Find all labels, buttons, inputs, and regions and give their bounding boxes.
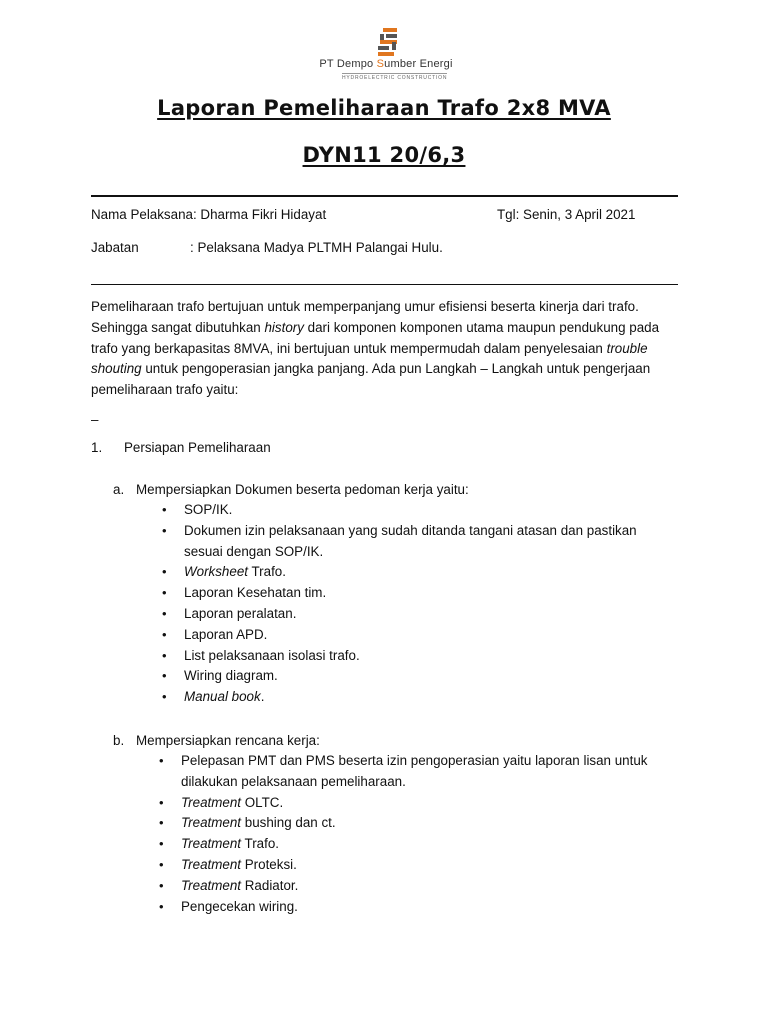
list-item: • Laporan APD. (162, 626, 268, 642)
document-list (162, 500, 664, 708)
position-label: Jabatan (91, 240, 139, 255)
list-item: • Treatment Trafo. (159, 836, 279, 852)
subsection-b-marker: b. (113, 733, 125, 748)
section-title: Persiapan Pemeliharaan (124, 440, 271, 455)
list-item: • Treatment OLTC. (159, 794, 284, 810)
list-item: • Laporan Kesehatan tim. (162, 585, 327, 601)
company-subtitle: HYDROELECTRIC CONSTRUCTION (342, 75, 448, 81)
list-item: • List pelaksanaan isolasi trafo. (162, 647, 360, 663)
list-item: • Pelepasan PMT dan PMS beserta izin pengoperasian yaitu laporan lisan untuk dilakukan pelaksanaan pemeliharaan. (159, 753, 648, 789)
subsection-a-title: Mempersiapkan Dokumen beserta pedoman kerja yaitu: (136, 482, 469, 497)
list-item: • Dokumen izin pelaksanaan yang sudah ditanda tangani atasan dan pastikan sesuai dengan SOP/IK. (162, 522, 637, 559)
list-item: • Pengecekan wiring. (159, 898, 298, 914)
list-item: • Worksheet Trafo. (162, 564, 286, 580)
company-logo-mark (375, 28, 401, 56)
company-name: PT Dempo Sumber Energi (319, 58, 453, 70)
subsection-b-title: Mempersiapkan rencana kerja: (136, 733, 320, 748)
list-item: • Treatment Proteksi. (159, 856, 297, 872)
list-item: • Laporan peralatan. (162, 605, 297, 621)
dash-mark: – (91, 412, 99, 427)
report-title: Laporan Pemeliharaan Trafo 2x8 MVA (157, 96, 611, 120)
company-logo (300, 28, 470, 84)
list-item: • Treatment Radiator. (159, 877, 299, 893)
section-number: 1. (91, 440, 103, 455)
position-value: : Pelaksana Madya PLTMH Palangai Hulu. (190, 240, 443, 255)
report-subtitle: DYN11 20/6,3 (302, 143, 466, 167)
list-item: • Treatment bushing dan ct. (159, 815, 336, 831)
list-item: • SOP/IK. (162, 502, 233, 517)
report-date: Tgl: Senin, 3 April 2021 (497, 207, 636, 222)
intro-paragraph: Pemeliharaan trafo bertujuan untuk memperpanjang umur efisiensi beserta kinerja dari trafo. Sehingga sangat dibutuhkan history dari komponen komponen utama maupun pendukung pada trafo yang berkapasitas 8MVA, ini bertujuan untuk mempermudah dalam penyelesaian trouble shouting untuk pengoperasian jangka panjang. Ada pun Langkah – Langkah untuk pengerjaan pemeliharaan trafo yaitu: (91, 299, 660, 398)
work-plan-list (159, 751, 666, 917)
header-divider-bottom (91, 284, 678, 285)
subsection-a-marker: a. (113, 482, 125, 497)
executor-name: Nama Pelaksana: Dharma Fikri Hidayat (91, 207, 327, 222)
list-item: • Manual book. (162, 689, 265, 705)
list-item: • Wiring diagram. (162, 668, 278, 684)
header-divider-top (91, 195, 678, 197)
